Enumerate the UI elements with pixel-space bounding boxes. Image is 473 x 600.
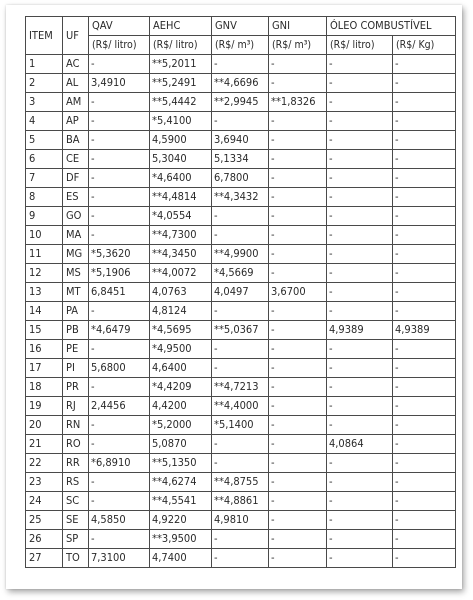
cell-uf: SE — [63, 511, 89, 530]
cell-qav: - — [89, 435, 150, 454]
cell-qav: - — [89, 169, 150, 188]
cell-oleo-litro: - — [327, 454, 393, 473]
unit-gnv: (R$/ m³) — [212, 36, 269, 55]
cell-oleo-kg: - — [393, 359, 456, 378]
cell-gni: - — [269, 112, 327, 131]
cell-oleo-litro: - — [327, 245, 393, 264]
cell-qav: - — [89, 473, 150, 492]
cell-gnv: **4,4000 — [212, 397, 269, 416]
cell-uf: RS — [63, 473, 89, 492]
cell-gnv: - — [212, 359, 269, 378]
table-row — [26, 473, 456, 492]
cell-oleo-kg: - — [393, 74, 456, 93]
cell-uf: PE — [63, 340, 89, 359]
cell-uf: MA — [63, 226, 89, 245]
cell-qav: 5,6800 — [89, 359, 150, 378]
cell-uf: CE — [63, 150, 89, 169]
cell-gni: - — [269, 492, 327, 511]
table-row — [26, 359, 456, 378]
cell-oleo-litro: - — [327, 188, 393, 207]
cell-oleo-litro: 4,9389 — [327, 321, 393, 340]
cell-qav: *5,1906 — [89, 264, 150, 283]
cell-aehc: *4,5695 — [150, 321, 212, 340]
cell-item: 16 — [26, 340, 63, 359]
cell-oleo-kg: - — [393, 207, 456, 226]
cell-gnv: **5,0367 — [212, 321, 269, 340]
cell-aehc: **3,9500 — [150, 530, 212, 549]
header-oleo-combustivel: ÓLEO COMBUSTÍVEL — [327, 17, 456, 36]
cell-aehc: *5,4100 — [150, 112, 212, 131]
cell-uf: AL — [63, 74, 89, 93]
cell-item: 18 — [26, 378, 63, 397]
table-row — [26, 321, 456, 340]
cell-gni: - — [269, 131, 327, 150]
unit-oleo-litro: (R$/ litro) — [327, 36, 393, 55]
cell-item: 21 — [26, 435, 63, 454]
cell-aehc: **5,2491 — [150, 74, 212, 93]
cell-uf: PA — [63, 302, 89, 321]
cell-qav: *4,6479 — [89, 321, 150, 340]
cell-gnv: **4,8755 — [212, 473, 269, 492]
table-row — [26, 397, 456, 416]
cell-aehc: *4,0554 — [150, 207, 212, 226]
cell-oleo-kg: - — [393, 150, 456, 169]
cell-oleo-kg: - — [393, 378, 456, 397]
cell-aehc: *4,4209 — [150, 378, 212, 397]
cell-aehc: 4,9220 — [150, 511, 212, 530]
cell-oleo-litro: - — [327, 302, 393, 321]
cell-gni: - — [269, 511, 327, 530]
cell-aehc: **4,0072 — [150, 264, 212, 283]
cell-uf: AP — [63, 112, 89, 131]
cell-gni: - — [269, 207, 327, 226]
cell-oleo-litro: - — [327, 264, 393, 283]
cell-gni: - — [269, 530, 327, 549]
cell-item: 14 — [26, 302, 63, 321]
cell-oleo-kg: - — [393, 511, 456, 530]
cell-qav: - — [89, 207, 150, 226]
table-row — [26, 245, 456, 264]
cell-item: 10 — [26, 226, 63, 245]
cell-aehc: **4,7300 — [150, 226, 212, 245]
cell-qav: - — [89, 55, 150, 74]
cell-oleo-litro: - — [327, 207, 393, 226]
cell-gnv: - — [212, 530, 269, 549]
cell-item: 5 — [26, 131, 63, 150]
cell-gni: - — [269, 340, 327, 359]
cell-aehc: **4,3450 — [150, 245, 212, 264]
table-row — [26, 150, 456, 169]
cell-oleo-litro: - — [327, 131, 393, 150]
cell-item: 7 — [26, 169, 63, 188]
cell-qav: - — [89, 188, 150, 207]
table-row — [26, 93, 456, 112]
cell-item: 4 — [26, 112, 63, 131]
cell-uf: DF — [63, 169, 89, 188]
cell-item: 23 — [26, 473, 63, 492]
cell-oleo-litro: - — [327, 226, 393, 245]
cell-oleo-kg: - — [393, 454, 456, 473]
cell-oleo-litro: - — [327, 416, 393, 435]
table-row — [26, 511, 456, 530]
header-gni: GNI — [269, 17, 327, 36]
cell-qav: 7,3100 — [89, 549, 150, 568]
cell-gnv: - — [212, 226, 269, 245]
cell-oleo-kg: - — [393, 226, 456, 245]
cell-uf: BA — [63, 131, 89, 150]
cell-item: 2 — [26, 74, 63, 93]
cell-oleo-litro: - — [327, 340, 393, 359]
cell-item: 8 — [26, 188, 63, 207]
cell-oleo-litro: - — [327, 169, 393, 188]
cell-oleo-kg: - — [393, 169, 456, 188]
cell-qav: 4,5850 — [89, 511, 150, 530]
cell-gni: - — [269, 302, 327, 321]
cell-oleo-litro: - — [327, 55, 393, 74]
header-row — [26, 17, 456, 36]
cell-qav: 3,4910 — [89, 74, 150, 93]
header-qav: QAV — [89, 17, 150, 36]
cell-gnv: 4,9810 — [212, 511, 269, 530]
cell-gnv: - — [212, 340, 269, 359]
cell-gnv: 6,7800 — [212, 169, 269, 188]
table-row — [26, 492, 456, 511]
cell-uf: RJ — [63, 397, 89, 416]
cell-gni: 3,6700 — [269, 283, 327, 302]
cell-aehc: 4,0763 — [150, 283, 212, 302]
cell-gni: - — [269, 359, 327, 378]
table-row — [26, 340, 456, 359]
cell-qav: - — [89, 378, 150, 397]
cell-item: 19 — [26, 397, 63, 416]
cell-gni: - — [269, 188, 327, 207]
cell-gni: - — [269, 378, 327, 397]
cell-gni: - — [269, 150, 327, 169]
header-gnv: GNV — [212, 17, 269, 36]
cell-oleo-kg: - — [393, 397, 456, 416]
cell-uf: GO — [63, 207, 89, 226]
header-uf: UF — [63, 17, 89, 55]
cell-oleo-kg: - — [393, 112, 456, 131]
header-item: ITEM — [26, 17, 63, 55]
cell-aehc: *4,9500 — [150, 340, 212, 359]
cell-item: 26 — [26, 530, 63, 549]
cell-oleo-kg: - — [393, 492, 456, 511]
cell-gnv: **2,9945 — [212, 93, 269, 112]
unit-qav: (R$/ litro) — [89, 36, 150, 55]
cell-uf: PI — [63, 359, 89, 378]
cell-oleo-litro: - — [327, 112, 393, 131]
table-row — [26, 188, 456, 207]
cell-gni: - — [269, 55, 327, 74]
cell-oleo-kg: - — [393, 55, 456, 74]
cell-gni: - — [269, 245, 327, 264]
cell-oleo-litro: - — [327, 359, 393, 378]
cell-qav: - — [89, 112, 150, 131]
cell-qav: 6,8451 — [89, 283, 150, 302]
cell-item: 13 — [26, 283, 63, 302]
cell-oleo-litro: - — [327, 492, 393, 511]
table-row — [26, 226, 456, 245]
cell-oleo-kg: - — [393, 131, 456, 150]
cell-gnv: **4,3432 — [212, 188, 269, 207]
cell-oleo-kg: - — [393, 93, 456, 112]
cell-item: 20 — [26, 416, 63, 435]
cell-aehc: 5,0870 — [150, 435, 212, 454]
cell-oleo-kg: - — [393, 188, 456, 207]
table-row — [26, 264, 456, 283]
cell-oleo-kg: - — [393, 416, 456, 435]
table-row — [26, 169, 456, 188]
cell-aehc: **4,6274 — [150, 473, 212, 492]
table-row — [26, 55, 456, 74]
cell-oleo-litro: - — [327, 549, 393, 568]
cell-gnv: - — [212, 207, 269, 226]
cell-gnv: *5,1400 — [212, 416, 269, 435]
table-row — [26, 454, 456, 473]
cell-item: 25 — [26, 511, 63, 530]
cell-oleo-litro: 4,0864 — [327, 435, 393, 454]
cell-oleo-litro: - — [327, 150, 393, 169]
cell-oleo-kg: - — [393, 283, 456, 302]
cell-oleo-kg: 4,9389 — [393, 321, 456, 340]
cell-uf: AM — [63, 93, 89, 112]
table-row — [26, 131, 456, 150]
cell-oleo-litro: - — [327, 283, 393, 302]
cell-qav: *6,8910 — [89, 454, 150, 473]
cell-oleo-kg: - — [393, 340, 456, 359]
cell-gni: - — [269, 74, 327, 93]
cell-gnv: **4,7213 — [212, 378, 269, 397]
cell-uf: MT — [63, 283, 89, 302]
cell-gni: - — [269, 397, 327, 416]
cell-uf: AC — [63, 55, 89, 74]
cell-aehc: **5,4442 — [150, 93, 212, 112]
cell-gnv: - — [212, 302, 269, 321]
table-row — [26, 207, 456, 226]
cell-gni: - — [269, 321, 327, 340]
cell-oleo-litro: - — [327, 511, 393, 530]
cell-qav: - — [89, 131, 150, 150]
cell-gnv: **4,8861 — [212, 492, 269, 511]
cell-aehc: **4,4814 — [150, 188, 212, 207]
cell-uf: RR — [63, 454, 89, 473]
cell-oleo-kg: - — [393, 435, 456, 454]
cell-uf: SC — [63, 492, 89, 511]
cell-gni: - — [269, 264, 327, 283]
cell-aehc: *4,6400 — [150, 169, 212, 188]
cell-item: 27 — [26, 549, 63, 568]
table-row — [26, 283, 456, 302]
cell-oleo-litro: - — [327, 473, 393, 492]
cell-oleo-litro: - — [327, 378, 393, 397]
cell-uf: RO — [63, 435, 89, 454]
units-row — [26, 36, 456, 55]
table-row — [26, 302, 456, 321]
cell-oleo-litro: - — [327, 530, 393, 549]
unit-aehc: (R$/ litro) — [150, 36, 212, 55]
cell-oleo-kg: - — [393, 473, 456, 492]
cell-uf: SP — [63, 530, 89, 549]
cell-oleo-kg: - — [393, 549, 456, 568]
table-body — [26, 55, 456, 568]
cell-oleo-kg: - — [393, 530, 456, 549]
cell-oleo-kg: - — [393, 264, 456, 283]
cell-item: 15 — [26, 321, 63, 340]
cell-gni: - — [269, 454, 327, 473]
cell-qav: - — [89, 226, 150, 245]
cell-gni: **1,8326 — [269, 93, 327, 112]
cell-gnv: 5,1334 — [212, 150, 269, 169]
cell-qav: - — [89, 530, 150, 549]
cell-gni: - — [269, 435, 327, 454]
cell-item: 6 — [26, 150, 63, 169]
cell-aehc: **4,5541 — [150, 492, 212, 511]
cell-item: 9 — [26, 207, 63, 226]
table-row — [26, 435, 456, 454]
cell-qav: - — [89, 340, 150, 359]
document-card — [6, 5, 462, 589]
cell-gnv: 3,6940 — [212, 131, 269, 150]
cell-item: 22 — [26, 454, 63, 473]
cell-gnv: - — [212, 549, 269, 568]
cell-oleo-kg: - — [393, 245, 456, 264]
cell-aehc: 4,5900 — [150, 131, 212, 150]
cell-item: 3 — [26, 93, 63, 112]
header-aehc: AEHC — [150, 17, 212, 36]
cell-uf: TO — [63, 549, 89, 568]
cell-uf: PB — [63, 321, 89, 340]
cell-gni: - — [269, 226, 327, 245]
table-row — [26, 549, 456, 568]
cell-aehc: 5,3040 — [150, 150, 212, 169]
cell-qav: 2,4456 — [89, 397, 150, 416]
cell-qav: - — [89, 492, 150, 511]
table-row — [26, 378, 456, 397]
cell-item: 11 — [26, 245, 63, 264]
cell-item: 24 — [26, 492, 63, 511]
cell-qav: *5,3620 — [89, 245, 150, 264]
unit-gni: (R$/ m³) — [269, 36, 327, 55]
unit-oleo-kg: (R$/ Kg) — [393, 36, 456, 55]
cell-gnv: - — [212, 454, 269, 473]
cell-aehc: 4,6400 — [150, 359, 212, 378]
cell-uf: MG — [63, 245, 89, 264]
cell-gnv: - — [212, 112, 269, 131]
cell-uf: PR — [63, 378, 89, 397]
cell-aehc: 4,4200 — [150, 397, 212, 416]
cell-gni: - — [269, 549, 327, 568]
table-row — [26, 74, 456, 93]
cell-gnv: - — [212, 435, 269, 454]
table-row — [26, 112, 456, 131]
cell-oleo-litro: - — [327, 397, 393, 416]
cell-qav: - — [89, 302, 150, 321]
cell-gni: - — [269, 169, 327, 188]
cell-aehc: 4,8124 — [150, 302, 212, 321]
cell-oleo-litro: - — [327, 74, 393, 93]
cell-gnv: - — [212, 55, 269, 74]
cell-gnv: **4,9900 — [212, 245, 269, 264]
cell-aehc: **5,1350 — [150, 454, 212, 473]
cell-gnv: *4,5669 — [212, 264, 269, 283]
cell-gni: - — [269, 416, 327, 435]
cell-gnv: 4,0497 — [212, 283, 269, 302]
cell-item: 17 — [26, 359, 63, 378]
table-row — [26, 530, 456, 549]
cell-item: 1 — [26, 55, 63, 74]
cell-oleo-kg: - — [393, 302, 456, 321]
cell-qav: - — [89, 93, 150, 112]
cell-uf: ES — [63, 188, 89, 207]
cell-oleo-litro: - — [327, 93, 393, 112]
cell-gnv: **4,6696 — [212, 74, 269, 93]
cell-uf: MS — [63, 264, 89, 283]
table-row — [26, 416, 456, 435]
cell-aehc: *5,2000 — [150, 416, 212, 435]
cell-gni: - — [269, 473, 327, 492]
cell-qav: - — [89, 416, 150, 435]
cell-aehc: 4,7400 — [150, 549, 212, 568]
cell-uf: RN — [63, 416, 89, 435]
fuel-price-table — [25, 16, 456, 568]
cell-item: 12 — [26, 264, 63, 283]
cell-qav: - — [89, 150, 150, 169]
cell-aehc: **5,2011 — [150, 55, 212, 74]
